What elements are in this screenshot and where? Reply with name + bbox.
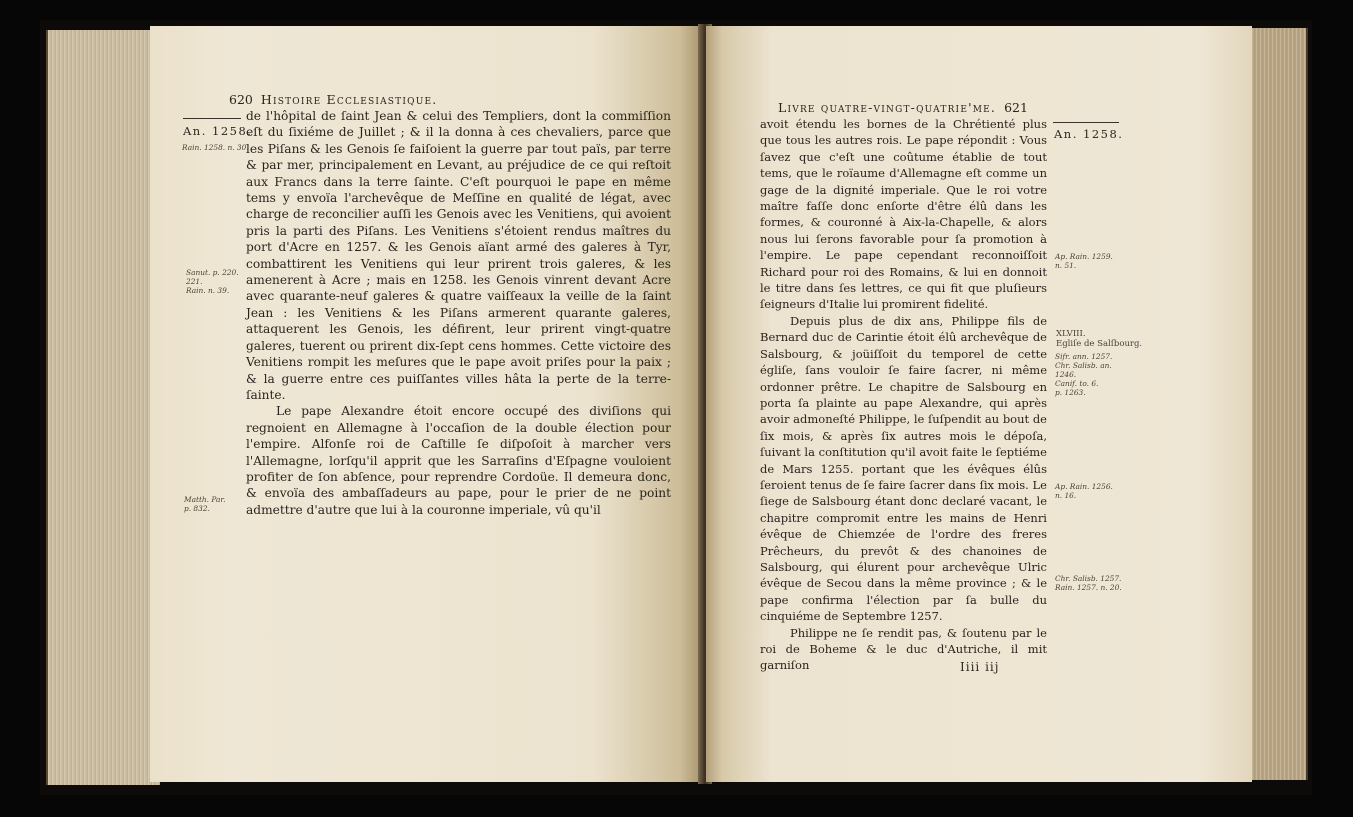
- right-note-4: Chr. Salisb. 1257. Rain. 1257. n. 20.: [1055, 574, 1122, 592]
- left-year-rule: [183, 118, 241, 119]
- right-body: [760, 116, 1047, 674]
- right-margin-year: An. 1258.: [1054, 127, 1124, 141]
- right-page-number: 621: [1004, 100, 1028, 115]
- right-head-title: Livre quatre-vingt-quatrie'me.: [778, 100, 997, 115]
- right-note-3: Ap. Rain. 1256. n. 16.: [1055, 482, 1113, 500]
- signature-mark: Iiii iij: [960, 660, 1000, 674]
- right-running-head: [778, 100, 1028, 115]
- left-note-1: Rain. 1258. n. 30.: [182, 143, 249, 152]
- left-page-number: 620: [229, 92, 253, 107]
- left-paragraph-1: de l'hôpital de ſaint Jean & celui des Templiers, dont la commiſſion eſt du ſixiéme de Juillet ; & il la donna à ces chevaliers, parce que les Piſans & les Genois ſe faiſoient la guerre par tout païs, par terre & par mer, principalement en Levant, au préjudice de ce qui reſtoit aux Francs dans la terre ſainte. C'eſt pourquoi le pape en même tems y envoïa l'archevêque de Meſſine en qualité de légat, avec charge de reconcilier auſſi les Genois avec les Venitiens, qui avoient pris la parti des Piſans. Les Venitiens s'étoient rendus maîtres du port d'Acre en 1257. & les Genois aïant armé des galeres à Tyr, combattirent les Venitiens qui leur prirent trois galeres, & les amenerent à Acre ; mais en 1258. les Genois vinrent devant Acre avec quarante-neuf galeres & quatre vaiſſeaux la veille de la ſaint Jean : les Venitiens & les Piſans armerent quarante galeres, attaquerent les Genois, les défirent, leur prirent vingt-quatre galeres, tuerent ou prirent dix-ſept cens hommes. Cette victoire des Venitiens rompit les meſures que le pape avoit priſes pour la paix ; & la guerre entre ces puiſſantes villes hâta la perte de la terre-ſainte.: [246, 109, 671, 402]
- right-note-1: Ap. Rain. 1259. n. 51.: [1055, 252, 1113, 270]
- left-head-title: Histoire Ecclesiastique.: [260, 92, 438, 107]
- left-note-2: Sanut. p. 220. 221. Rain. n. 39.: [186, 268, 239, 295]
- left-page-edges: [46, 30, 160, 785]
- left-note-3: Matth. Par. p. 832.: [184, 495, 226, 513]
- right-paragraph-1: avoit étendu les bornes de la Chrétienté plus que tous les autres rois. Le pape répondit : Vous ſavez que c'eſt une coûtume établie de tout tems, que le roïaume d'Allemagne eſt comme un gage de la dignité imperiale. Que le roi votre maître faſſe donc enſorte d'être élû dans les formes, & couronné à Aix-la-Chapelle, & alors nous lui ſerons favorable pour ſa promotion à l'empire. Le pape cependant reconnoiſſoit Richard pour roi des Romains, & lui en donnoit le titre dans ſes lettres, ce qui fit que pluſieurs ſeigneurs d'Italie lui promirent fidelité.: [760, 117, 1047, 312]
- right-page-edges: [1244, 28, 1308, 780]
- left-body: [246, 108, 671, 518]
- right-section-note: XLVIII. Egliſe de Salſbourg.: [1056, 329, 1143, 349]
- right-year-rule: [1053, 122, 1119, 123]
- left-running-head: [229, 92, 437, 107]
- right-note-2: Sifr. ann. 1257. Chr. Salisb. an. 1246. Canif. to. 6. p. 1263.: [1055, 352, 1113, 397]
- right-paragraph-3: Philippe ne ſe rendit pas, & ſoutenu par le roi de Boheme & le duc d'Autriche, il mit garniſon: [760, 625, 1047, 673]
- left-paragraph-2: Le pape Alexandre étoit encore occupé des diviſions qui regnoient en Allemagne à l'occaſion de la double élection pour l'empire. Alfonſe roi de Caſtille ſe diſpoſoit à marcher vers l'Allemagne, lorſqu'il apprit que les Sarraſins d'Eſpagne vouloient profiter de ſon abſence, pour reprendre Cordoüe. Il demeura donc, & envoïa des ambaſſadeurs au pape, pour le prier de ne point admettre d'autre que lui à la couronne imperiale, vû qu'il: [246, 404, 671, 517]
- right-paragraph-2: Depuis plus de dix ans, Philippe fils de Bernard duc de Carintie étoit élû archevêque de Salsbourg, & joüiſſoit du temporel de cette égliſe, ſans vouloir ſe faire ſacrer, ni même ordonner prêtre. Le chapitre de Salsbourg en porta ſa plainte au pape Alexandre, qui après avoir admoneſté Philippe, le ſuſpendit au bout de ſix mois, & après ſix autres mois le dépoſa, ſuivant la conſtitution qu'il avoit faite le ſeptiéme de Mars 1255. portant que les évêques élûs ſeroient tenus de ſe faire ſacrer dans ſix mois. Le ſiege de Salsbourg étant donc declaré vacant, le chapitre compromit entre les mains de Henri évêque de Chiemzée de l'ordre des freres Prêcheurs, du prevôt & des chanoines de Salsbourg, qui élurent pour archevêque Ulric évêque de Secou dans la même province ; & le pape confirma l'élection par ſa bulle du cinquiéme de Septembre 1257.: [760, 313, 1047, 624]
- left-margin-year: An. 1258.: [183, 124, 253, 138]
